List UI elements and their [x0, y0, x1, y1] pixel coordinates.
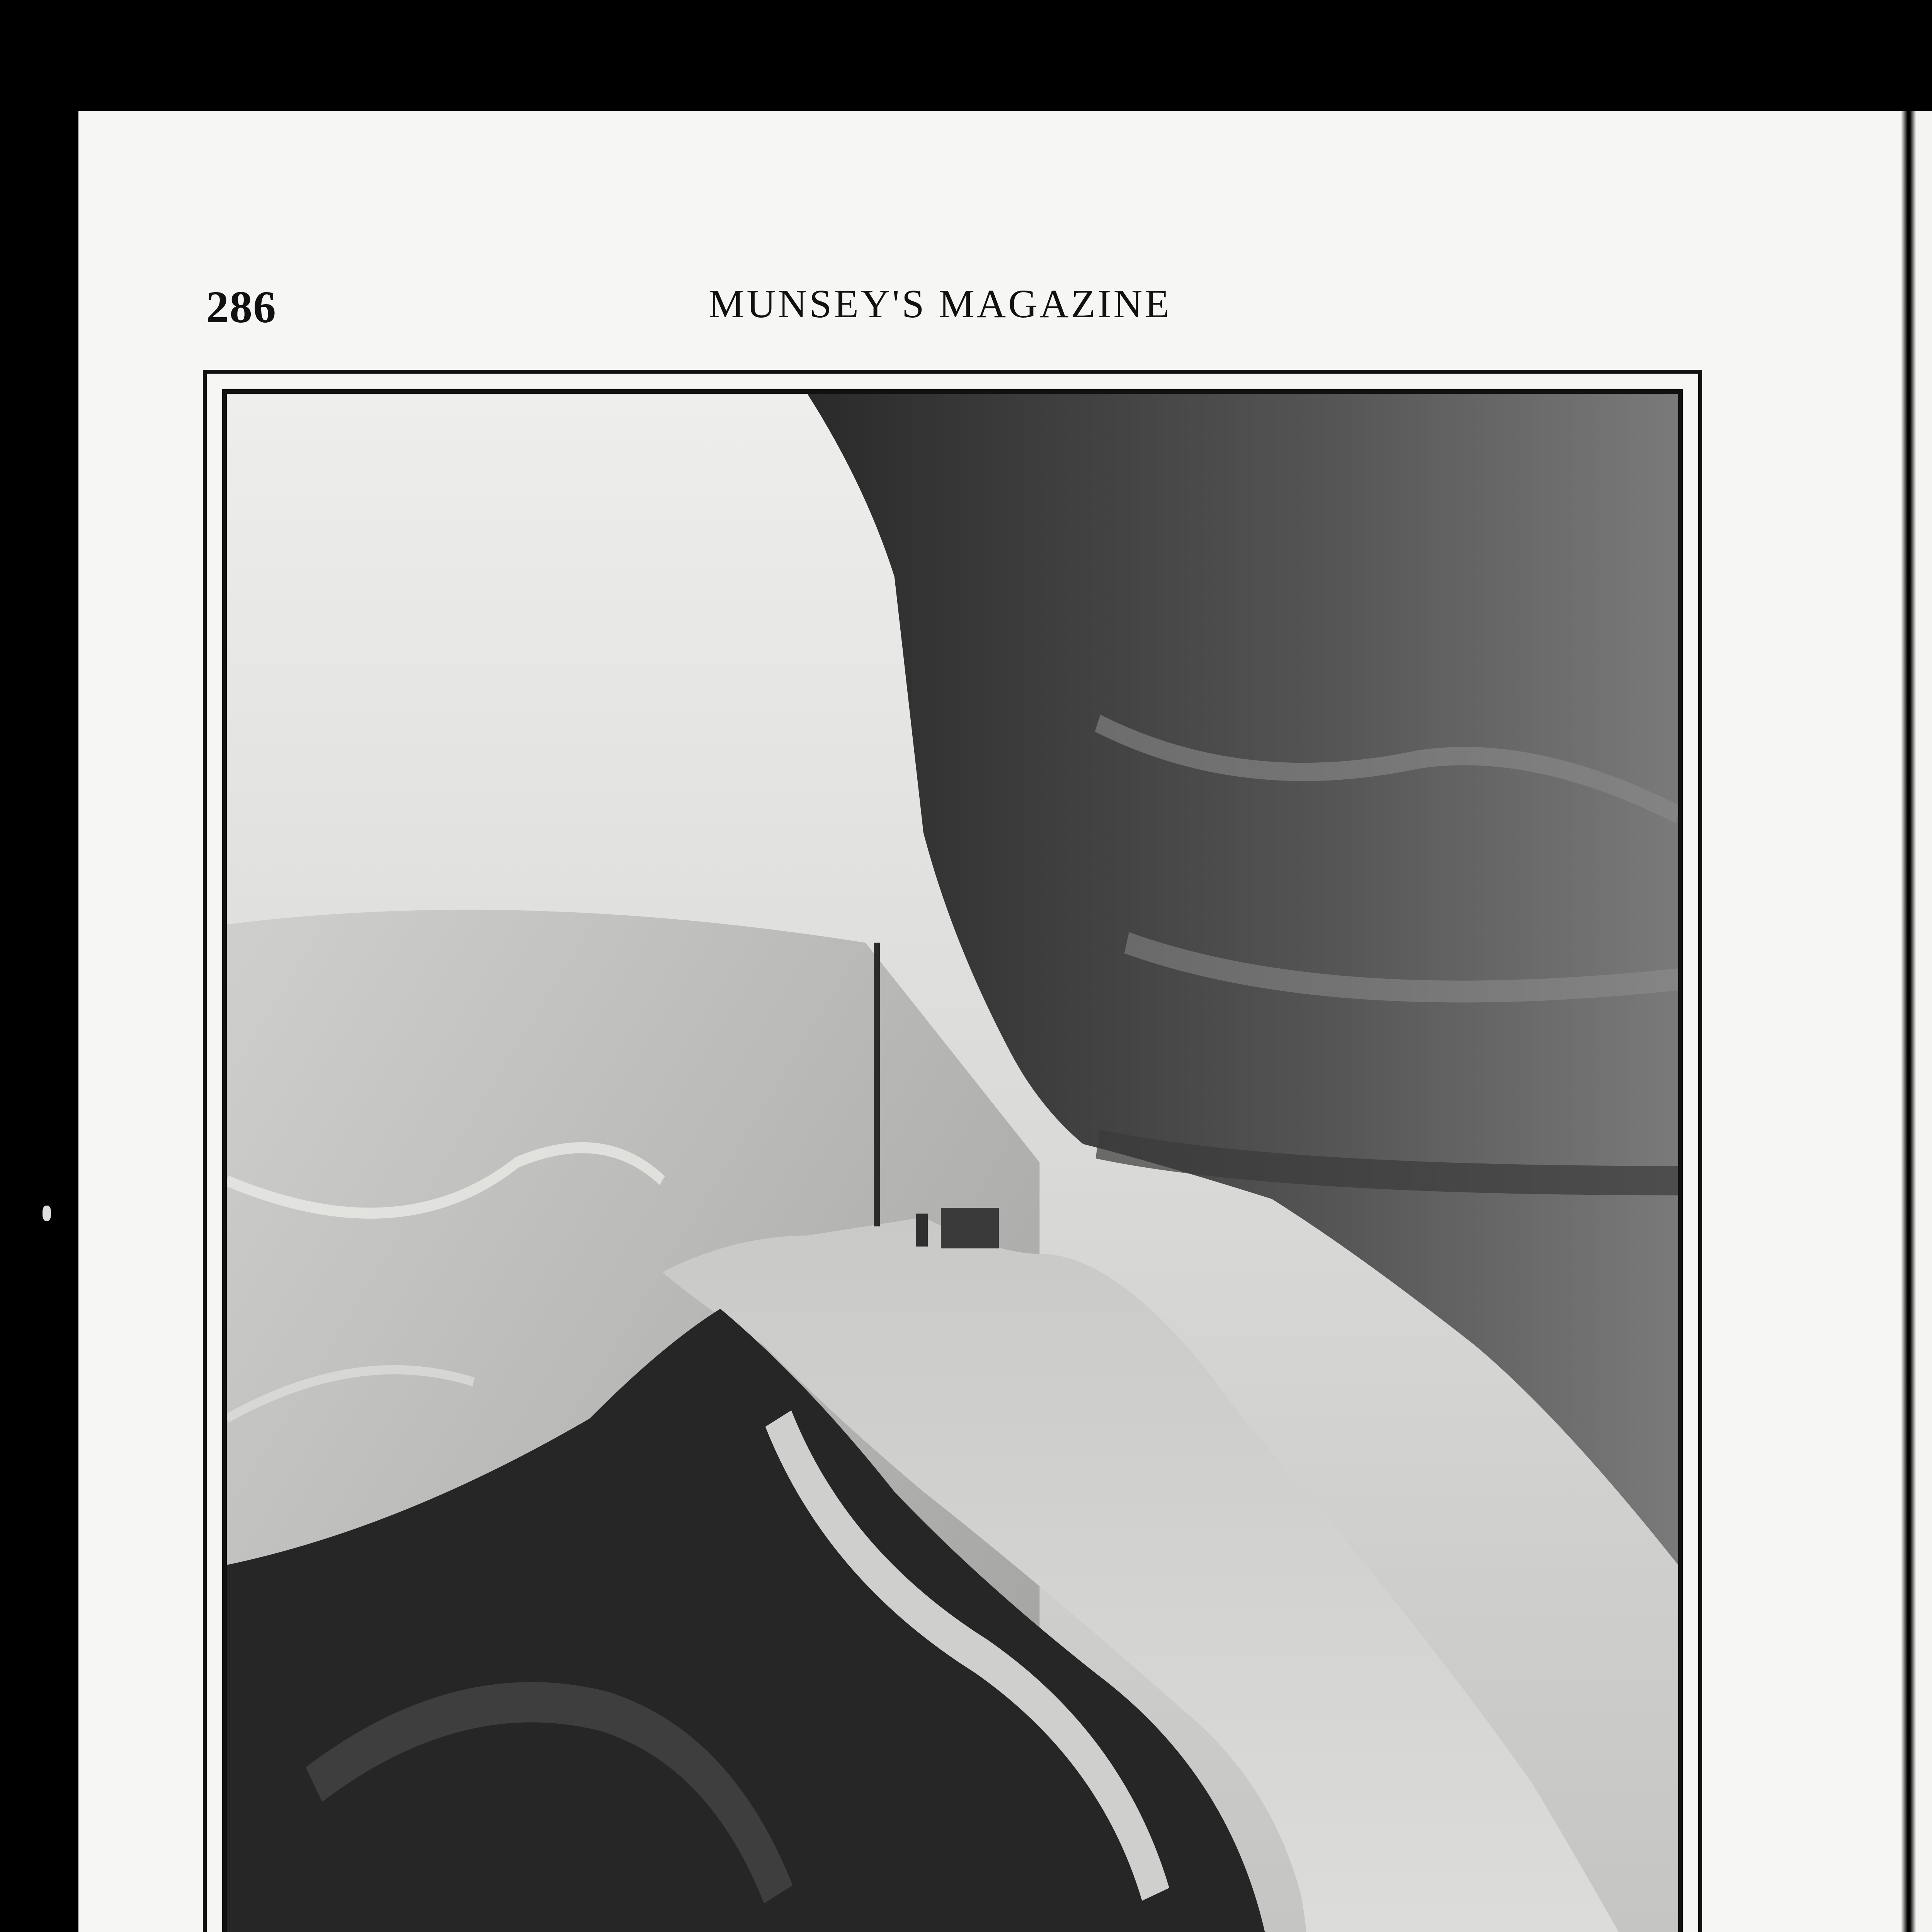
- page-header: [78, 281, 1906, 343]
- scan-edge-mark: [43, 1206, 51, 1221]
- page-number: 286: [206, 282, 277, 332]
- photo-frame: [203, 370, 1702, 1932]
- page-gutter: [1901, 111, 1916, 1932]
- photo-border: [222, 389, 1683, 1932]
- magazine-page: [78, 111, 1906, 1932]
- facing-page-edge: [1916, 111, 1932, 1932]
- running-head: MUNSEY'S MAGAZINE: [708, 282, 1172, 326]
- mountain-road-photo: [227, 394, 1678, 1932]
